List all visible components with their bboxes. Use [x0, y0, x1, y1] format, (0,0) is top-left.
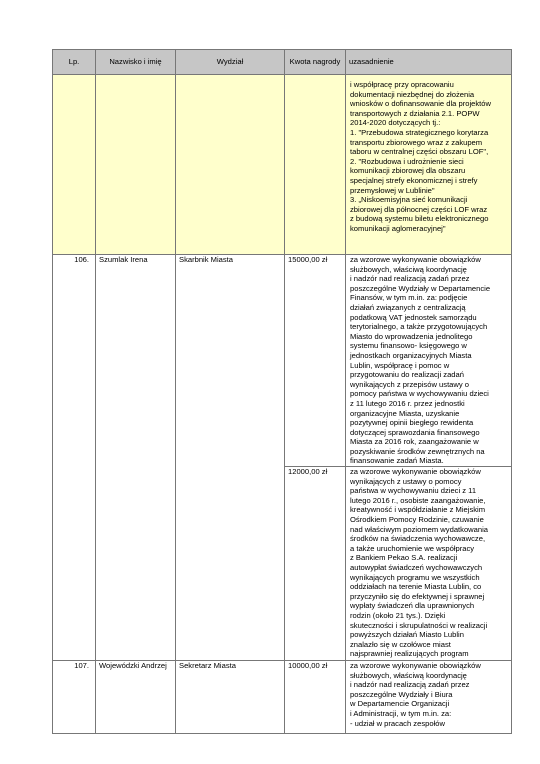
justification-line: 2014-2020 dotyczących tj.: — [350, 118, 441, 128]
row106-award2-amount: 12000,00 zł — [285, 467, 346, 661]
justification-line: przyczyniło się do efektywnej i sprawnej — [350, 591, 485, 601]
justification-line: 3. „Niskoemisyjna sieć komunikacji — [350, 195, 468, 205]
justification-line: terytorialnego, a także przygotowujących — [350, 322, 488, 332]
justification-line: nad właściwym poziomem wydatkowania — [350, 524, 489, 534]
row107-amount: 10000,00 zł — [285, 661, 346, 734]
header-amount: Kwota nagrody — [285, 50, 346, 75]
justification-line: wynikających z przepisów ustawy o — [350, 379, 470, 389]
justification-line: najsprawniej realizujących program — [350, 649, 469, 659]
justification-line: organizacyjne Miasta, uzyskanie — [350, 408, 460, 418]
header-justification: uzasadnienie — [346, 50, 512, 75]
justification-line: - udział w pracach zespołów — [350, 718, 445, 728]
justification-line: za wzorowe wykonywanie obowiązków — [350, 661, 481, 671]
justification-line: Lublin, współpracę i pomoc w — [350, 360, 450, 370]
justification-line: taboru w centralnej części obszaru LOF", — [350, 147, 489, 157]
header-lp: Lp. — [53, 50, 96, 75]
justification-line: wniosków o dofinansowanie dla projektów — [350, 99, 491, 109]
table-row — [53, 255, 512, 467]
justification-line: i nadzór nad realizacją zadań przez — [350, 680, 470, 690]
row106-name: Szumlak Irena — [96, 255, 176, 661]
continuation-department — [176, 75, 285, 255]
justification-line: z 11 lutego 2016 r. przez jednostki — [350, 398, 465, 408]
header-row — [53, 50, 512, 75]
row106-award1-amount: 15000,00 zł — [285, 255, 346, 467]
justification-line: jednostkach organizacyjnych Miasta — [350, 350, 472, 360]
row107-name: Wojewódzki Andrzej — [96, 661, 176, 734]
table-row — [53, 661, 512, 734]
justification-line: i współpracę przy opracowaniu — [350, 80, 454, 89]
justification-line: podatkową VAT jednostek samorządu — [350, 312, 477, 322]
justification-line: wynikających z ustawy o pomocy — [350, 476, 462, 486]
justification-line: komunikacji aglomeracyjnej" — [350, 223, 446, 233]
row106-department: Skarbnik Miasta — [176, 255, 285, 661]
justification-line: wypłaty świadczeń dla uprawnionych — [350, 601, 475, 611]
justification-line: za wzorowe wykonywanie obowiązków — [350, 467, 481, 477]
justification-line: a także uruchomienie we współpracy — [350, 543, 475, 553]
header-name: Nazwisko i imię — [96, 50, 176, 75]
justification-line: poszczególne Wydziały w Departamencie — [350, 283, 491, 293]
justification-line: służbowych, właściwą koordynację — [350, 670, 467, 680]
continuation-row — [53, 75, 512, 255]
justification-line: z Bankiem Pekao S.A. realizacji — [350, 553, 458, 563]
continuation-amount — [285, 75, 346, 255]
justification-line: specjalnej strefy ekonomicznej i strefy — [350, 175, 478, 185]
justification-line: i nadzór nad realizacją zadań przez — [350, 274, 470, 284]
justification-line: Miasto do wprowadzenia jednolitego — [350, 331, 473, 341]
header-department: Wydział — [176, 50, 285, 75]
justification-line: systemu finansowo- księgowego w — [350, 341, 467, 351]
continuation-justification — [346, 75, 512, 255]
justification-line: dokumentacji niezbędnej do złożenia — [350, 89, 475, 99]
justification-line: transportu zbiorowego wraz z zakupem — [350, 137, 483, 147]
continuation-lp — [53, 75, 96, 255]
row107-department: Sekretarz Miasta — [176, 661, 285, 734]
awards-table — [52, 49, 512, 734]
justification-line: znalazło się w czołówce miast — [350, 639, 451, 649]
justification-line: pozytywnej opinii biegłego rewidenta — [350, 418, 474, 428]
justification-line: transportowych z działania 2.1. POPW — [350, 108, 480, 118]
justification-line: powyższych działań Miasto Lublin — [350, 630, 464, 640]
justification-line: kreatywność i współdziałanie z Miejskim — [350, 505, 486, 515]
justification-line: pozyskiwanie środków zewnętrznych na — [350, 446, 485, 456]
justification-line: finansowanie zadań Miasta. — [350, 456, 444, 466]
justification-line: w Departamencie Organizacji — [350, 699, 450, 709]
continuation-name — [96, 75, 176, 255]
justification-line: środków na świadczenia wychowawcze, — [350, 534, 486, 544]
justification-line: służbowych, właściwą koordynację — [350, 264, 467, 274]
row107-lp: 107. — [53, 661, 96, 734]
justification-line: poszczególne Wydziały i Biura — [350, 689, 453, 699]
justification-line: wynikających programu we wszystkich — [350, 572, 480, 582]
justification-line: działań związanych z centralizacją — [350, 302, 466, 312]
row106-lp: 106. — [53, 255, 96, 661]
justification-line: przygotowaniu do realizacji zadań — [350, 370, 464, 380]
justification-line: pomocy państwa w wychowywaniu dzieci — [350, 389, 489, 399]
row106-award1-justification — [346, 255, 512, 467]
justification-line: Miasta za 2016 rok, zaangażowanie w — [350, 437, 479, 447]
justification-line: zbiorowej dla północnej części LOF wraz — [350, 204, 488, 214]
justification-line: Ośrodkiem Pomocy Rodzinie, czuwanie — [350, 515, 484, 525]
justification-line: oddziałach na terenie Miasta Lublin, co — [350, 582, 482, 592]
justification-line: autowypłat świadczeń wychowawczych — [350, 563, 483, 572]
row107-justification — [346, 661, 512, 734]
justification-line: za wzorowe wykonywanie obowiązków — [350, 255, 481, 264]
justification-line: dotyczącej sprawozdania finansowego — [350, 427, 480, 437]
justification-line: Finansów, w tym m.in. za: podjęcie — [350, 293, 468, 303]
justification-line: skuteczności i skrupulatności w realizacji — [350, 620, 488, 630]
justification-line: przemysłowej w Lublinie" — [350, 185, 435, 195]
justification-line: i Administracji, w tym m.in. za: — [350, 709, 452, 719]
justification-line: rodzin (około 21 tys.). Dzięki — [350, 610, 446, 620]
row106-award2-justification — [346, 467, 512, 661]
justification-line: 2. "Rozbudowa i udrożnienie sieci — [350, 156, 464, 166]
justification-line: lutego 2016 r., osobiste zaangażowanie, — [350, 495, 486, 505]
justification-line: z budową systemu biletu elektronicznego — [350, 214, 489, 224]
justification-line: komunikacji zbiorowej dla obszaru — [350, 166, 466, 176]
justification-line: 1. "Przebudowa strategicznego korytarza — [350, 127, 489, 137]
justification-line: państwa w wychowywaniu dzieci z 11 — [350, 486, 477, 496]
